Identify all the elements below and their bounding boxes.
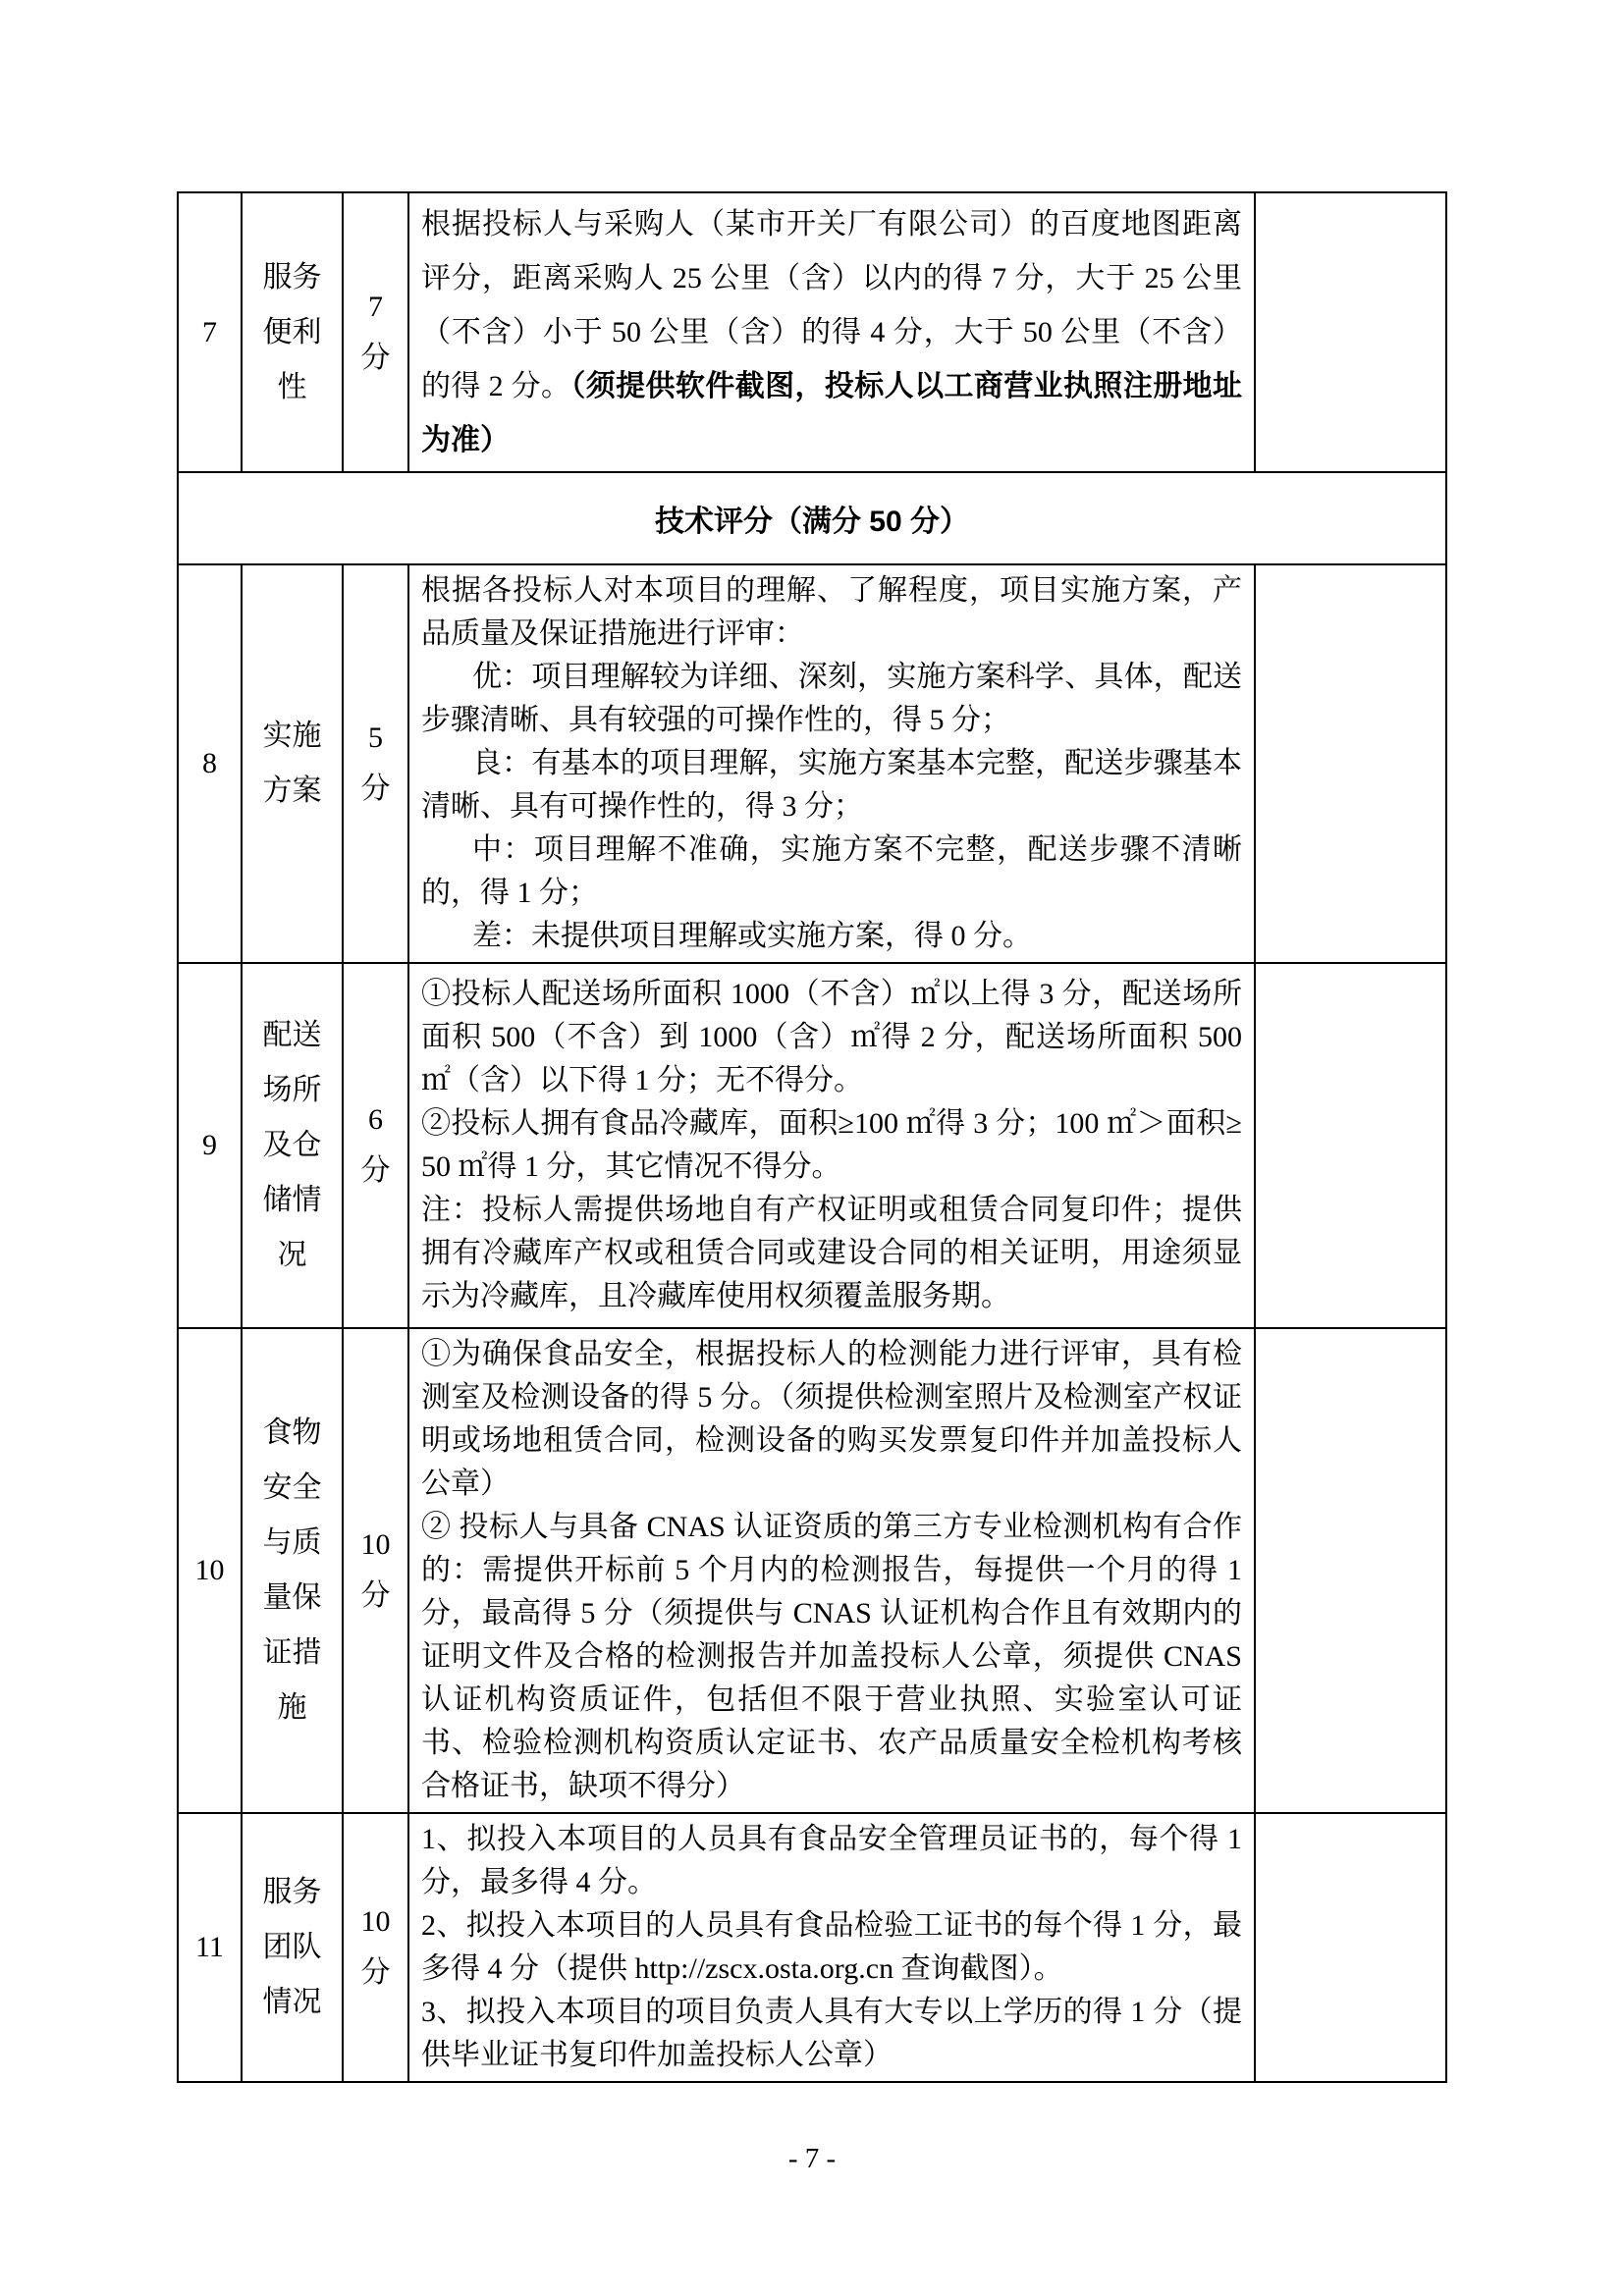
category-cell — [242, 1813, 343, 2082]
desc-paragraph: ①投标人配送场所面积 1000（不含）㎡以上得 3 分，配送场所面积 500（不含）到 1000（含）㎡得 2 分，配送场所面积 500 ㎡（含）以下得 1 分；无不得分。 — [421, 978, 1242, 1096]
score-cell — [343, 1328, 408, 1813]
desc-paragraph: 注：投标人需提供场地自有产权证明或租赁合同复印件；提供拥有冷藏库产权或租赁合同或建设合同的相关证明，用途须显示为冷藏库，且冷藏库使用权须覆盖服务期。 — [421, 1194, 1242, 1312]
desc-paragraph: 根据各投标人对本项目的理解、了解程度，项目实施方案，产品质量及保证措施进行评审： — [421, 574, 1242, 650]
category-label: 服务团队情况 — [262, 1876, 322, 2018]
table-row-11 — [178, 1813, 1446, 2082]
page-number: - 7 - — [787, 2143, 837, 2174]
table-row-9 — [178, 963, 1446, 1328]
description-cell — [408, 1813, 1255, 2082]
review-cell — [1255, 1813, 1446, 2082]
description-cell — [408, 1328, 1255, 1813]
score-cell — [343, 1813, 408, 2082]
row-number: 11 — [195, 1931, 224, 1963]
row-number-cell — [178, 963, 242, 1328]
row-number: 8 — [202, 747, 217, 779]
category-label: 食物安全与质量保证措施 — [262, 1416, 322, 1724]
row-number-cell — [178, 1328, 242, 1813]
score-cell — [343, 192, 408, 472]
review-cell — [1255, 963, 1446, 1328]
desc-paragraph: 差：未提供项目理解或实施方案，得 0 分。 — [472, 920, 1032, 952]
section-header: 技术评分（满分 50 分） — [178, 472, 1446, 564]
score-value: 10 分 — [360, 1528, 391, 1612]
section-header-row — [178, 472, 1446, 564]
description-cell — [408, 963, 1255, 1328]
score-value: 10 分 — [360, 1905, 391, 1989]
desc-paragraph: 3、拟投入本项目的项目负责人具有大专以上学历的得 1 分（提供毕业证书复印件加盖投标人公章） — [421, 1996, 1242, 2071]
table-row-10 — [178, 1328, 1446, 1813]
table-row-8 — [178, 564, 1446, 963]
evaluation-table — [177, 191, 1447, 2083]
row-number: 9 — [202, 1129, 217, 1161]
desc-paragraph: ② 投标人与具备 CNAS 认证资质的第三方专业检测机构有合作的：需提供开标前 5 个月内的检测报告，每提供一个月的得 1 分，最高得 5 分（须提供与 CNAS 认证机构合作且有效期内的证明文件及合格的检测报告并加盖投标人公章，须提供 CNAS 认证机构资质证件，包括但不限于营业执照、实验室认可证书、检验检测机构资质认定证书、农产品质量安全检机构考核合格证书，缺项不得分） — [421, 1511, 1242, 1802]
category-cell — [242, 192, 343, 472]
row-number: 7 — [202, 315, 217, 348]
desc-paragraph: ②投标人拥有食品冷藏库，面积≥100 ㎡得 3 分；100 ㎡＞面积≥50 ㎡得 1 分，其它情况不得分。 — [421, 1107, 1242, 1183]
desc-paragraph: 优：项目理解较为详细、深刻，实施方案科学、具体，配送步骤清晰、具有较强的可操作性的，得 5 分； — [421, 661, 1242, 736]
description-cell — [408, 192, 1255, 472]
review-cell — [1255, 192, 1446, 472]
row-number-cell — [178, 1813, 242, 2082]
category-cell — [242, 1328, 343, 1813]
desc-paragraph: 2、拟投入本项目的人员具有食品检验工证书的每个得 1 分，最多得 4 分（提供 http://zscx.osta.org.cn 查询截图）。 — [421, 1909, 1242, 1985]
desc-bold-note: （须提供软件截图，投标人以工商营业执照注册地址为准） — [421, 370, 1243, 456]
desc-paragraph: 良：有基本的项目理解，实施方案基本完整，配送步骤基本清晰、具有可操作性的，得 3 分； — [421, 747, 1242, 823]
desc-paragraph: ①为确保食品安全，根据投标人的检测能力进行评审，具有检测室及检测设备的得 5 分。（须提供检测室照片及检测室产权证明或场地租赁合同，检测设备的购买发票复印件并加盖投标人公章） — [421, 1338, 1242, 1500]
score-value: 7 分 — [360, 290, 391, 374]
score-cell — [343, 564, 408, 963]
desc-paragraph — [421, 197, 1242, 467]
description-cell — [408, 564, 1255, 963]
desc-paragraph: 1、拟投入本项目的人员具有食品安全管理员证书的，每个得 1 分，最多得 4 分。 — [421, 1823, 1242, 1898]
score-value: 6 分 — [360, 1103, 391, 1187]
score-value: 5 分 — [360, 721, 391, 805]
category-label: 配送场所及仓储情况 — [262, 1019, 322, 1271]
desc-text: 根据投标人与采购人（某市开关厂有限公司）的百度地图距离评分，距离采购人 25 公里（含）以内的得 7 分，大于 25 公里（不含）小于 50 公里（含）的得 4 分，大于 50 公里（不含）的得 2 分。 — [421, 208, 1242, 402]
review-cell — [1255, 1328, 1446, 1813]
row-number-cell — [178, 192, 242, 472]
row-number-cell — [178, 564, 242, 963]
table-row-7 — [178, 192, 1446, 472]
category-label: 实施方案 — [262, 720, 322, 807]
category-label: 服务便利性 — [262, 260, 322, 403]
score-cell — [343, 963, 408, 1328]
category-cell — [242, 564, 343, 963]
row-number: 10 — [194, 1554, 225, 1586]
category-cell — [242, 963, 343, 1328]
review-cell — [1255, 564, 1446, 963]
desc-paragraph: 中：项目理解不准确，实施方案不完整，配送步骤不清晰的，得 1 分； — [421, 833, 1242, 909]
